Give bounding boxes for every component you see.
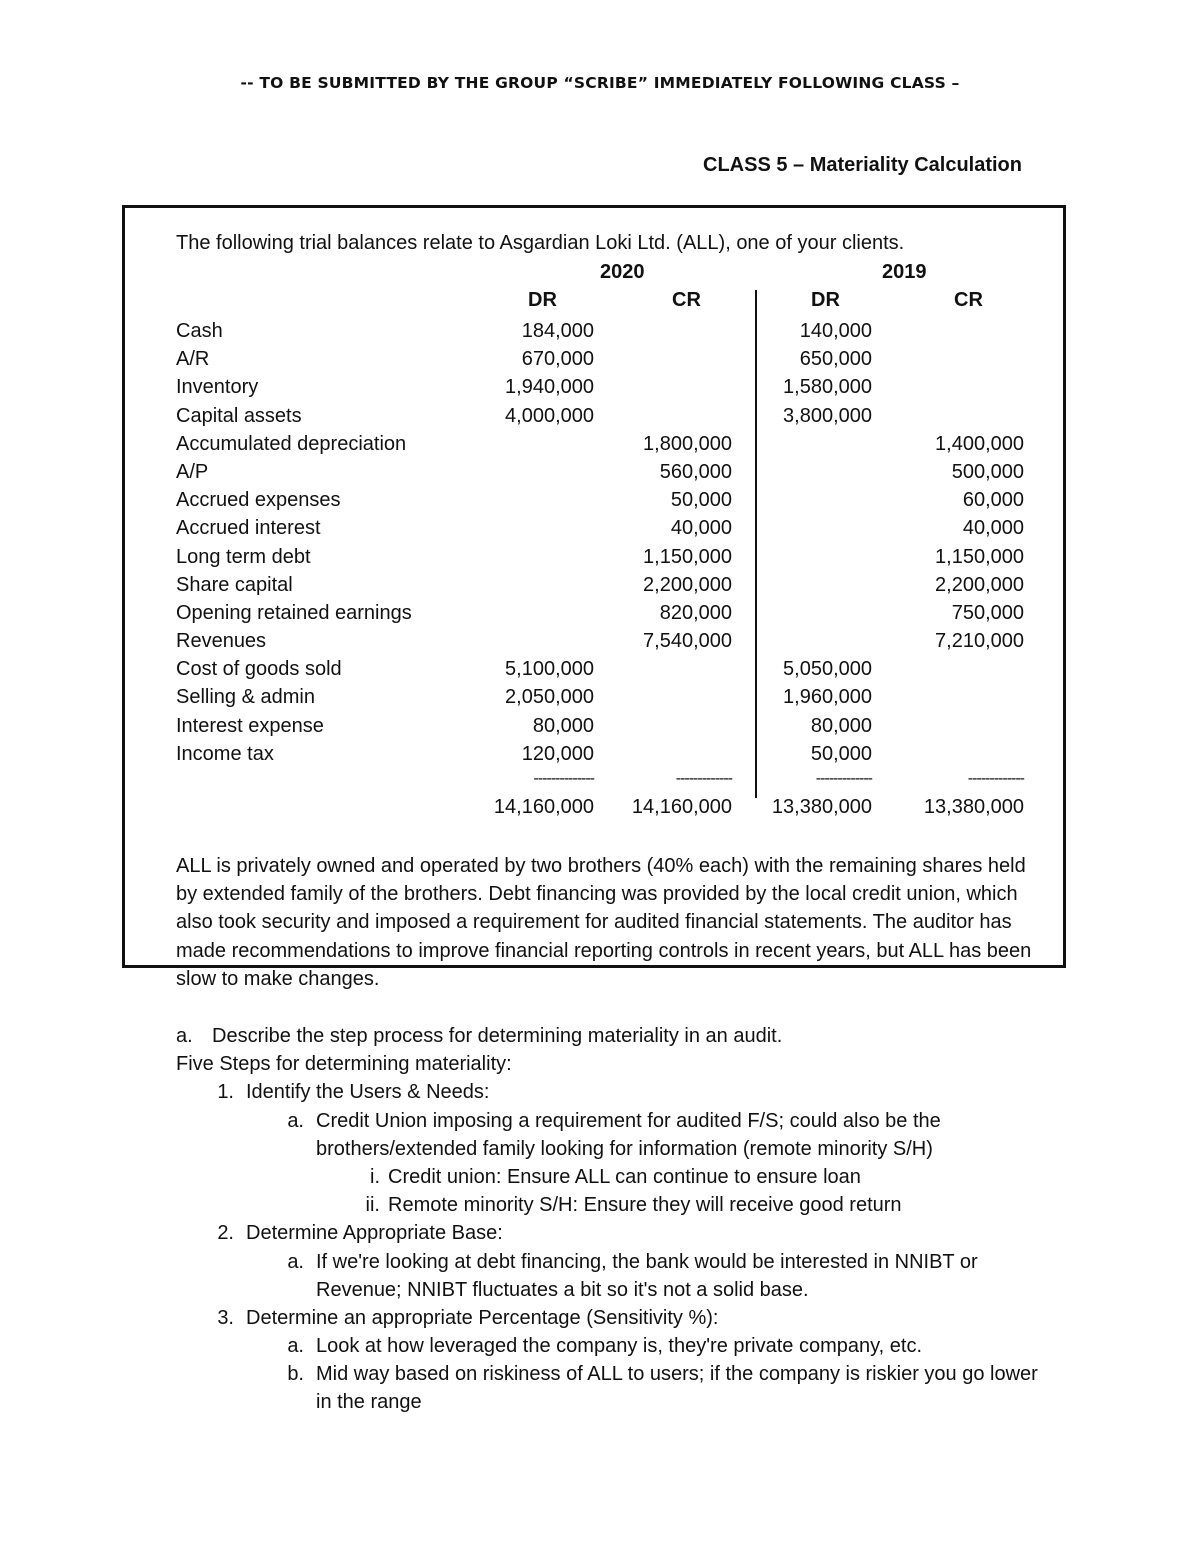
amount-cr2020: 820,000: [659, 601, 732, 624]
account-label: Interest expense: [176, 714, 324, 737]
step-sub-text: brothers/extended family looking for information (remote minority S/H): [316, 1137, 933, 1160]
amount-dr2020: 120,000: [521, 742, 594, 765]
amount-cr2020: 1,150,000: [643, 545, 732, 568]
step-marker: 1.: [217, 1081, 234, 1104]
step-sub: [176, 1388, 1056, 1416]
intro-text: The following trial balances relate to Asgardian Loki Ltd. (ALL), one of your clients.: [176, 232, 905, 254]
table-row: [176, 317, 1036, 345]
step-sub-marker: b.: [287, 1363, 304, 1386]
col-head-dr-2020: DR: [528, 289, 557, 311]
amount-cr2020: 40,000: [670, 517, 732, 540]
account-label: Capital assets: [176, 404, 302, 427]
amount-cr2019: 2,200,000: [935, 573, 1024, 596]
dash-cell: -------------: [815, 770, 872, 787]
step: [176, 1078, 1056, 1106]
step-sub: [176, 1135, 1056, 1163]
dash-cell: -------------: [675, 770, 732, 787]
step: [176, 1219, 1056, 1247]
amount-dr2019: 80,000: [810, 714, 872, 737]
step-subsub-text: Credit union: Ensure ALL can continue to ensure loan: [388, 1165, 861, 1188]
step-sub: [176, 1276, 1056, 1304]
amount-dr2019: 3,800,000: [783, 404, 872, 427]
class-title: CLASS 5 – Materiality Calculation: [703, 154, 1022, 176]
step-sub-text: If we're looking at debt financing, the bank would be interested in NNIBT or: [316, 1250, 978, 1273]
amount-cr2019: 7,210,000: [935, 630, 1024, 653]
amount-dr2019: 650,000: [799, 348, 872, 371]
case-paragraph: ALL is privately owned and operated by two brothers (40% each) with the remaining shares held by extended family of the brothers. Debt financing was provided by the local credit union, which also took security and imposed a requirement for audited financial statements. The auditor has made recommendations to improve financial reporting controls in recent years, but ALL has been slow to make changes.: [176, 855, 1032, 990]
table-row: [176, 683, 1036, 711]
table-row: [176, 402, 1036, 430]
amount-dr2020: 670,000: [521, 348, 594, 371]
year-2020: 2020: [600, 261, 645, 283]
step-sub-text: Revenue; NNIBT fluctuates a bit so it's not a solid base.: [316, 1278, 809, 1301]
table-row: [176, 712, 1036, 740]
account-label: A/R: [176, 348, 210, 371]
table-row: [176, 627, 1036, 655]
dash-cell: --------------: [533, 770, 594, 787]
totals-row: [176, 796, 1036, 824]
amount-dr2020: 1,940,000: [505, 376, 594, 399]
amount-dr2019: 1,580,000: [783, 376, 872, 399]
account-label: Accrued interest: [176, 517, 321, 540]
table-row: [176, 345, 1036, 373]
year-2019: 2019: [882, 261, 927, 283]
step-sub-text: in the range: [316, 1391, 422, 1414]
amount-cr2019: 60,000: [962, 489, 1024, 512]
amount-cr2020: 7,540,000: [643, 630, 732, 653]
amount-cr2020: 1,800,000: [643, 432, 732, 455]
amount-cr2019: 1,400,000: [935, 432, 1024, 455]
account-label: Cash: [176, 320, 223, 342]
table-row: [176, 514, 1036, 542]
account-label: Selling & admin: [176, 686, 315, 709]
step-subsub: [176, 1191, 1056, 1219]
table-row: [176, 543, 1036, 571]
account-label: Long term debt: [176, 545, 311, 568]
amount-dr2019: 5,050,000: [783, 658, 872, 681]
account-label: Accumulated depreciation: [176, 432, 407, 455]
step-sub: [176, 1360, 1056, 1388]
step-sub-marker: a.: [287, 1109, 304, 1132]
step-sub-text: Credit Union imposing a requirement for audited F/S; could also be the: [316, 1109, 941, 1132]
col-head-cr-2020: CR: [672, 289, 701, 311]
steps-heading: [176, 1050, 1056, 1078]
amount-dr2019: 50,000: [810, 742, 872, 765]
amount-cr2020: 50,000: [670, 489, 732, 512]
dash-cell: -------------: [967, 770, 1024, 787]
answer-section: [176, 1022, 1056, 1417]
amount-dr2019: 140,000: [799, 320, 872, 342]
account-label: Income tax: [176, 742, 274, 765]
step-sub: [176, 1332, 1056, 1360]
step-marker: 3.: [217, 1306, 234, 1329]
step-sub-marker: a.: [287, 1250, 304, 1273]
question-text: Describe the step process for determining materiality in an audit.: [212, 1025, 783, 1047]
account-label: Revenues: [176, 630, 267, 653]
amount-dr2020: 2,050,000: [505, 686, 594, 709]
account-label: Opening retained earnings: [176, 601, 412, 624]
amount-cr2019: 40,000: [962, 517, 1024, 540]
question-marker: a.: [176, 1025, 193, 1047]
table-row: [176, 486, 1036, 514]
step-sub-text: Mid way based on riskiness of ALL to users; if the company is riskier you go lower: [316, 1363, 1038, 1386]
total-dr-2019: 13,380,000: [771, 796, 872, 818]
trial-balance-table: [176, 317, 1036, 768]
account-label: Cost of goods sold: [176, 658, 342, 681]
amount-cr2019: 500,000: [951, 460, 1024, 483]
amount-dr2020: 184,000: [521, 320, 594, 342]
amount-dr2020: 4,000,000: [505, 404, 594, 427]
submission-header: -- TO BE SUBMITTED BY THE GROUP “SCRIBE” IMMEDIATELY FOLLOWING CLASS –: [240, 74, 960, 92]
table-row: [176, 655, 1036, 683]
account-label: Inventory: [176, 376, 259, 399]
step-text: Determine Appropriate Base:: [246, 1222, 503, 1245]
step-marker: 2.: [217, 1222, 234, 1245]
table-row: [176, 599, 1036, 627]
step-sub-text: Look at how leveraged the company is, they're private company, etc.: [316, 1335, 922, 1358]
step-subsub-marker: ii.: [365, 1194, 380, 1217]
step-subsub: [176, 1163, 1056, 1191]
step-sub: [176, 1248, 1056, 1276]
dash-row: [176, 770, 1036, 792]
table-row: [176, 430, 1036, 458]
col-head-dr-2019: DR: [811, 289, 840, 311]
col-head-cr-2019: CR: [954, 289, 983, 311]
step-text: Determine an appropriate Percentage (Sensitivity %):: [246, 1306, 719, 1329]
question-line: [176, 1022, 1056, 1050]
amount-cr2019: 750,000: [951, 601, 1024, 624]
account-label: A/P: [176, 460, 209, 483]
total-cr-2019: 13,380,000: [923, 796, 1024, 818]
total-cr-2020: 14,160,000: [631, 796, 732, 818]
table-row: [176, 571, 1036, 599]
total-dr-2020: 14,160,000: [493, 796, 594, 818]
step-sub-marker: a.: [287, 1335, 304, 1358]
amount-cr2020: 560,000: [659, 460, 732, 483]
amount-cr2020: 2,200,000: [643, 573, 732, 596]
amount-cr2019: 1,150,000: [935, 545, 1024, 568]
amount-dr2019: 1,960,000: [783, 686, 872, 709]
table-row: [176, 458, 1036, 486]
account-label: Accrued expenses: [176, 489, 341, 512]
table-row: [176, 373, 1036, 401]
table-row: [176, 740, 1036, 768]
step-sub: [176, 1107, 1056, 1135]
step: [176, 1304, 1056, 1332]
step-subsub-text: Remote minority S/H: Ensure they will receive good return: [388, 1194, 902, 1217]
amount-dr2020: 80,000: [532, 714, 594, 737]
step-text: Identify the Users & Needs:: [246, 1081, 490, 1104]
step-subsub-marker: i.: [370, 1165, 380, 1188]
account-label: Share capital: [176, 573, 293, 596]
steps-heading-text: Five Steps for determining materiality:: [176, 1053, 512, 1076]
amount-dr2020: 5,100,000: [505, 658, 594, 681]
